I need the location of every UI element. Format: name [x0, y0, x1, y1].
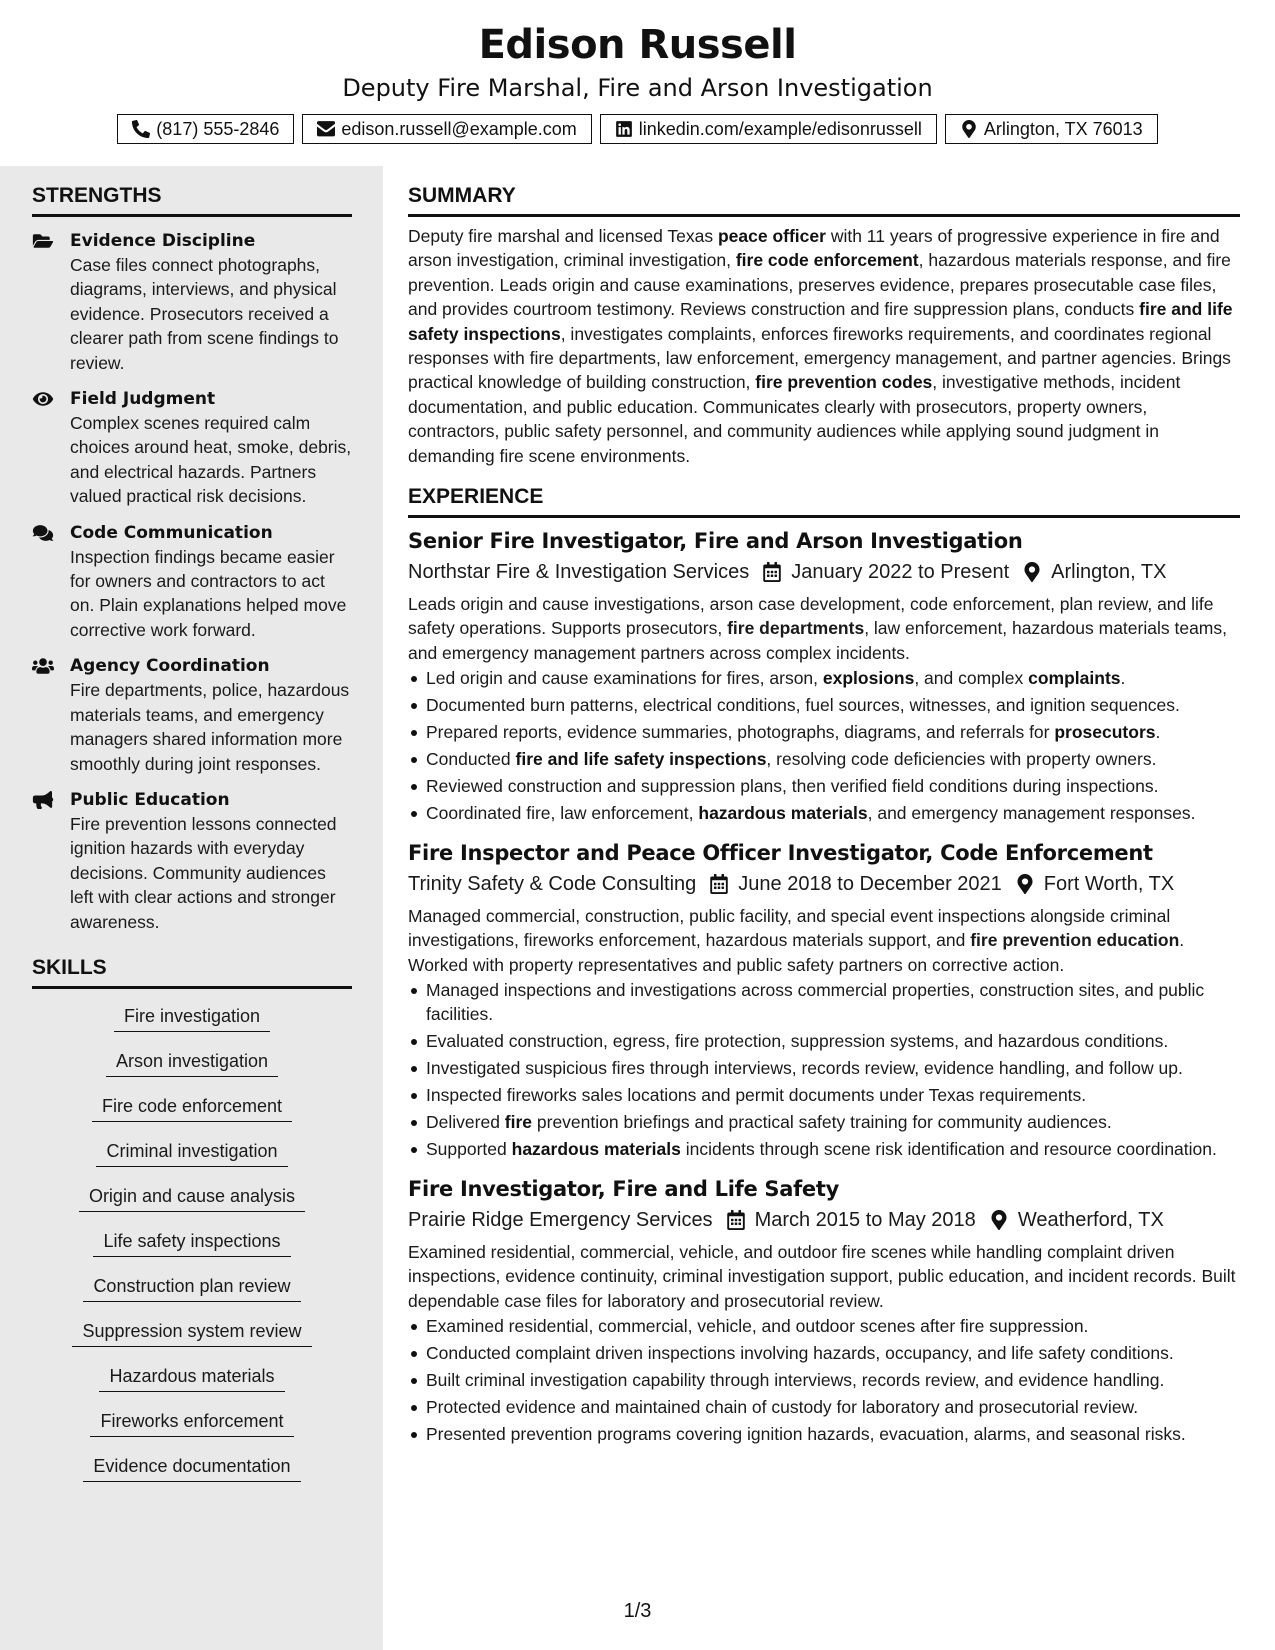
bullet-item: Delivered fire prevention briefings and practical safety training for community audiences.	[408, 1110, 1240, 1134]
job-entry	[408, 838, 1240, 1162]
map-marker-icon	[960, 120, 978, 138]
keyword-highlight: fire and life safety inspections	[408, 299, 1233, 344]
strength-item	[32, 788, 352, 934]
bullet-item: Coordinated fire, law enforcement, hazardous materials, and emergency management responses.	[408, 801, 1240, 825]
contact-bar	[0, 114, 1275, 144]
bullet-item: Inspected fireworks sales locations and permit documents under Texas requirements.	[408, 1083, 1240, 1107]
summary-text: Deputy fire marshal and licensed Texas peace officer with 11 years of progressive experience in fire and arson investigation, criminal investigation, fire code enforcement, hazardous materials response, and fire prevention. Leads origin and cause examinations, preserves evidence, prepares prosecutable case files, and provides courtroom testimony. Reviews construction and fire suppression plans, conducts fire and life safety inspections, investigates complaints, enforces fireworks requirements, and coordinates regional responses with fire departments, law enforcement, emergency management, and partner agencies. Brings practical knowledge of building construction, fire prevention codes, investigative methods, incident documentation, and public education. Communicates clearly with prosecutors, property owners, contractors, public safety personnel, and community audiences while applying sound judgment in demanding fire scene environments.	[408, 226, 1233, 466]
bullet-item: Investigated suspicious fires through interviews, records review, evidence handling, and follow up.	[408, 1056, 1240, 1080]
page-number	[0, 1600, 1275, 1623]
bullet-item: Conducted complaint driven inspections involving hazards, occupancy, and life safety conditions.	[408, 1341, 1240, 1365]
job-entry	[408, 1174, 1240, 1447]
keyword-highlight: fire	[504, 1112, 533, 1133]
job-location: Arlington, TX	[1051, 561, 1167, 584]
strength-item	[32, 229, 352, 375]
map-marker-icon	[1016, 874, 1034, 894]
bullet-item: Prepared reports, evidence summaries, photographs, diagrams, and referrals for prosecutors.	[408, 720, 1240, 744]
company-name: Trinity Safety & Code Consulting	[408, 872, 697, 895]
job-meta	[408, 1205, 1240, 1235]
strength-title: Evidence Discipline	[70, 231, 256, 251]
skill-tag: Criminal investigation	[96, 1138, 287, 1167]
job-title: Fire Investigator, Fire and Life Safety	[408, 1176, 840, 1201]
keyword-highlight: peace officer	[717, 226, 826, 246]
bullet-item: Built criminal investigation capability through interviews, records review, and evidence handling.	[408, 1368, 1240, 1392]
bullhorn-icon	[32, 791, 54, 809]
skill-tag: Origin and cause analysis	[79, 1183, 305, 1212]
page-number-text: 1/3	[623, 1600, 652, 1622]
skill-tag: Evidence documentation	[83, 1453, 300, 1482]
strength-title: Field Judgment	[70, 389, 216, 410]
strength-description: Inspection findings became easier for owners and contractors to act on. Plain explanations helped move corrective work forward.	[70, 546, 347, 640]
skill-tag: Arson investigation	[106, 1048, 278, 1077]
bullet-item: Managed inspections and investigations across commercial properties, construction sites, and public facilities.	[408, 978, 1240, 1027]
map-marker-icon	[990, 1210, 1008, 1230]
location-text: Arlington, TX 76013	[983, 118, 1143, 139]
job-location: Weatherford, TX	[1017, 1208, 1164, 1231]
calendar-icon	[763, 562, 781, 582]
skill-tag: Fire investigation	[114, 1003, 270, 1032]
bullet-item: Examined residential, commercial, vehicle, and outdoor scenes after fire suppression.	[408, 1314, 1240, 1338]
skill-tag: Life safety inspections	[93, 1228, 290, 1257]
bullet-item: Protected evidence and maintained chain of custody for laboratory and prosecutorial review.	[408, 1395, 1240, 1419]
keyword-highlight: explosions	[822, 668, 915, 689]
skill-tag: Suppression system review	[72, 1318, 311, 1347]
job-meta	[408, 557, 1240, 587]
job-bullets	[408, 978, 1240, 1162]
resume-header	[0, 0, 1275, 166]
strength-item	[32, 387, 352, 509]
linkedin-icon	[615, 120, 633, 138]
strength-description: Case files connect photographs, diagrams, interviews, and physical evidence. Prosecutors received a clearer path from scene findings to review.	[70, 255, 339, 373]
strengths-heading: STRENGTHS	[32, 184, 352, 217]
skills-list	[32, 1003, 352, 1498]
folder-open-icon	[32, 232, 54, 250]
contact-location	[945, 114, 1158, 144]
strength-description: Complex scenes required calm choices around heat, smoke, debris, and electrical hazards. Partners valued practical risk decisions.	[70, 413, 352, 507]
skill-tag: Construction plan review	[83, 1273, 300, 1302]
bullet-item: Evaluated construction, egress, fire protection, suppression systems, and hazardous conditions.	[408, 1029, 1240, 1053]
bullet-item: Supported hazardous materials incidents through scene risk identification and resource coordination.	[408, 1137, 1240, 1161]
linkedin-text: linkedin.com/example/edisonrussell	[638, 118, 922, 139]
keyword-highlight: fire prevention codes	[755, 372, 933, 393]
strength-description: Fire departments, police, hazardous materials teams, and emergency managers shared information more smoothly during joint responses.	[70, 680, 350, 774]
sidebar	[0, 166, 383, 1650]
comments-icon	[32, 524, 54, 542]
keyword-highlight: fire and life safety inspections	[515, 749, 767, 770]
candidate-headline: Deputy Fire Marshal, Fire and Arson Investigation	[342, 74, 933, 102]
users-icon	[32, 657, 54, 675]
contact-linkedin[interactable]	[600, 114, 937, 144]
keyword-highlight: fire departments	[727, 618, 865, 639]
strength-title: Code Communication	[70, 522, 273, 543]
calendar-icon	[710, 874, 728, 894]
job-dates: March 2015 to May 2018	[754, 1208, 976, 1231]
skill-tag: Fireworks enforcement	[90, 1408, 293, 1437]
map-marker-icon	[1023, 562, 1041, 582]
job-title: Fire Inspector and Peace Officer Investigator, Code Enforcement	[408, 840, 1153, 865]
bullet-item: Led origin and cause examinations for fires, arson, explosions, and complex complaints.	[408, 666, 1240, 690]
job-description: Examined residential, commercial, vehicle, and outdoor fire scenes while handling complaint driven inspections, evidence continuity, criminal investigation support, public education, and incident records. Built dependable case files for laboratory and prosecutorial review.	[408, 1241, 1236, 1311]
job-entry	[408, 526, 1240, 826]
bullet-item: Conducted fire and life safety inspections, resolving code deficiencies with property owners.	[408, 747, 1240, 771]
strength-item	[32, 521, 352, 643]
job-meta	[408, 869, 1240, 899]
main-column	[383, 166, 1275, 1650]
bullet-item: Reviewed construction and suppression plans, then verified field conditions during inspections.	[408, 774, 1240, 798]
company-name: Northstar Fire & Investigation Services	[408, 561, 750, 584]
email-text: edison.russell@example.com	[341, 118, 577, 139]
candidate-name: Edison Russell	[478, 22, 797, 68]
skill-tag: Fire code enforcement	[92, 1093, 292, 1122]
bullet-item: Presented prevention programs covering ignition hazards, evacuation, alarms, and seasonal risks.	[408, 1422, 1240, 1446]
keyword-highlight: fire prevention education	[970, 930, 1180, 951]
keyword-highlight: prosecutors	[1054, 722, 1156, 743]
strength-description: Fire prevention lessons connected ignition hazards with everyday decisions. Community audiences left with clear actions and stronger awareness.	[70, 813, 337, 932]
keyword-highlight: complaints	[1028, 668, 1121, 689]
strength-title: Public Education	[70, 789, 230, 810]
envelope-icon	[317, 120, 335, 138]
strength-title: Agency Coordination	[70, 656, 270, 677]
job-bullets	[408, 1314, 1240, 1446]
contact-phone[interactable]	[117, 114, 294, 144]
eye-icon	[32, 390, 54, 408]
job-description: Leads origin and cause investigations, arson case development, code enforcement, plan review, and life safety operations. Supports prosecutors, fire departments, law enforcement, hazardous materials teams, and emergency management partners across complex incidents.	[408, 594, 1227, 663]
keyword-highlight: fire code enforcement	[735, 250, 919, 271]
job-bullets	[408, 666, 1240, 825]
experience-heading: EXPERIENCE	[408, 485, 1240, 518]
keyword-highlight: hazardous materials	[698, 803, 868, 824]
summary-heading: SUMMARY	[408, 184, 1240, 217]
calendar-icon	[727, 1210, 745, 1230]
phone-icon	[132, 120, 150, 138]
skill-tag: Hazardous materials	[99, 1363, 284, 1392]
keyword-highlight: hazardous materials	[511, 1139, 681, 1160]
company-name: Prairie Ridge Emergency Services	[408, 1208, 713, 1231]
phone-text: (817) 555-2846	[156, 118, 280, 139]
job-description: Managed commercial, construction, public facility, and special event inspections alongside criminal investigations, fireworks enforcement, hazardous materials support, and fire prevention education. Worked with property representatives and public safety partners on corrective action.	[408, 905, 1185, 975]
strength-item	[32, 654, 352, 776]
job-title: Senior Fire Investigator, Fire and Arson Investigation	[408, 529, 1023, 554]
bullet-item: Documented burn patterns, electrical conditions, fuel sources, witnesses, and ignition sequences.	[408, 693, 1240, 717]
job-location: Fort Worth, TX	[1043, 872, 1175, 895]
job-dates: June 2018 to December 2021	[738, 872, 1002, 895]
contact-email[interactable]	[302, 114, 591, 144]
skills-heading: SKILLS	[32, 956, 352, 989]
job-dates: January 2022 to Present	[791, 561, 1010, 584]
